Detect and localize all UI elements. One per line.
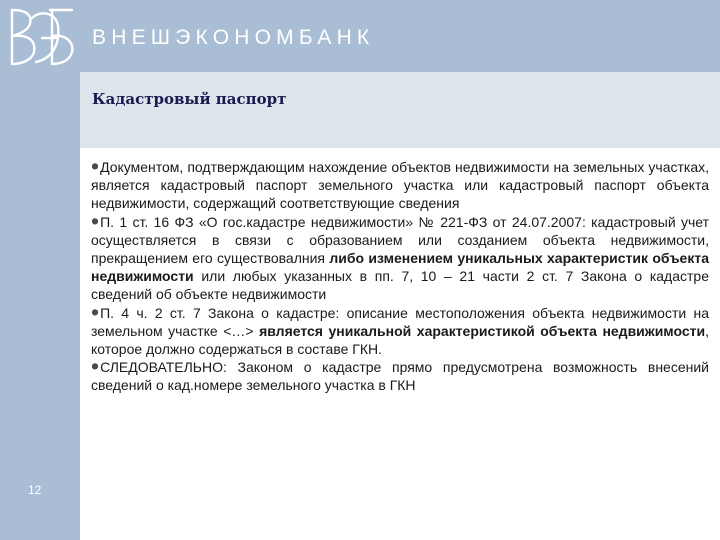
bullet-paragraph bbox=[91, 298, 709, 359]
bullet-paragraph bbox=[91, 207, 709, 304]
page-number: 12 bbox=[28, 483, 42, 497]
paragraph-text: Документом, подтверждающим нахождение объектов недвижимости на земельных участках, является кадастровый паспорт земельного участка или кадастровый паспорт объекта недвижимости, содержащий соответствующие сведения bbox=[91, 159, 709, 212]
paragraph-text: СЛЕДОВАТЕЛЬНО: Законом о кадастре прямо предусмотрена возможность внесений сведений о кад.номере земельного участка в ГКН bbox=[91, 359, 709, 394]
bullet-icon: • bbox=[91, 153, 100, 179]
paragraph-text: или любых указанных в пп. 7, 10 – 21 части 2 ст. 7 Закона о кадастре сведений об объекте недвижимости bbox=[91, 268, 709, 303]
bullet-paragraph bbox=[91, 153, 709, 213]
bold-text: является уникальной характеристикой объекта недвижимости bbox=[259, 322, 706, 339]
veb-logo-icon bbox=[6, 2, 76, 72]
bullet-icon: • bbox=[91, 353, 100, 380]
bullet-icon: • bbox=[91, 207, 100, 234]
slide-body bbox=[91, 153, 709, 395]
paragraph-text: , которое должно содержаться в составе ГКН. bbox=[91, 322, 709, 358]
left-sidebar-strip bbox=[0, 0, 80, 540]
bullet-icon: • bbox=[91, 298, 100, 325]
bullet-paragraph bbox=[91, 353, 709, 394]
title-band bbox=[80, 72, 720, 148]
slide-title: Кадастровый паспорт bbox=[92, 90, 287, 108]
bank-name: ВНЕШЭКОНОМБАНК bbox=[92, 26, 375, 49]
bold-text: либо изменением уникальных характеристик объекта недвижимости bbox=[91, 250, 709, 285]
paragraph-text: П. 1 ст. 16 ФЗ «О гос.кадастре недвижимости» № 221-ФЗ от 24.07.2007: кадастровый учет осуществляется в связи с образованием или созданием объекта недвижимости, прекращением его существовалния bbox=[91, 213, 709, 267]
paragraph-text: П. 4 ч. 2 ст. 7 Закона о кадастре: описание местоположения объекта недвижимости на земельном участке <…> bbox=[91, 304, 709, 339]
